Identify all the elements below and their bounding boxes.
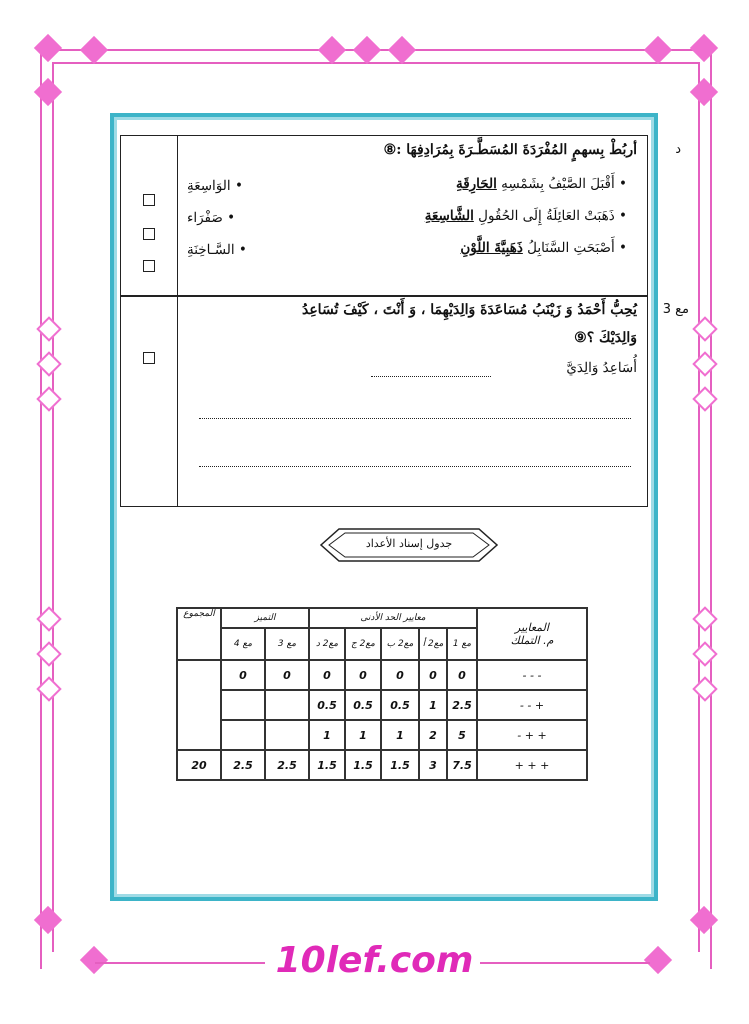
synonym-3: • السَّـاخِنَةِ	[187, 242, 247, 258]
banner-text: جدول إسناد الأعداد	[365, 537, 453, 550]
checkbox-column	[121, 136, 178, 296]
answer-line[interactable]	[199, 464, 631, 467]
section-banner	[319, 527, 499, 563]
column-header: مع2 أ	[419, 628, 447, 660]
question-line-1: يُحِبُّ أَحْمَدُ وَ زَيْنَبُ مُسَاعَدَةَ وَالِدَيْهِمَا ، وَ أَنْتَ ، كَيْفَ تُسَاعِدُ	[301, 302, 637, 318]
exercise-2-content	[181, 296, 641, 506]
checkbox[interactable]	[143, 352, 155, 364]
excellence-header: التميز	[221, 608, 309, 628]
sentence-3: • أَصْبَحَتِ السَّنَابِلُ ذَهَبِيَّةَ اللَّوْنِ	[460, 240, 627, 256]
synonym-2: • صَفْرَاء	[187, 210, 236, 226]
column-header: مع 4	[221, 628, 265, 660]
total-header: المجموع	[177, 608, 221, 660]
exercise-1-content	[181, 136, 641, 296]
exercise-2	[120, 295, 689, 507]
table-row: - - - 0 0 0 0 0 0 0	[177, 660, 587, 690]
column-header: مع 3	[265, 628, 309, 660]
table-row: + - - 2.5 1 0.5 0.5 0.5	[177, 690, 587, 720]
checkbox[interactable]	[143, 194, 155, 206]
checkbox-column	[121, 296, 178, 506]
criteria-header: المعايير م. التملك	[477, 608, 587, 660]
question-line-2: وَالِدَيْكَ ؟⑨	[574, 330, 637, 346]
answer-start: أُسَاعِدُ وَالِدَيَّ	[566, 360, 637, 376]
column-header: مع2 د	[309, 628, 345, 660]
answer-line[interactable]	[371, 374, 491, 377]
column-header: مع2 ج	[345, 628, 381, 660]
grade-table	[176, 607, 588, 781]
table-row: + + - 5 2 1 1 1	[177, 720, 587, 750]
sentence-2: • ذَهَبَتْ العَائِلَةُ إِلَى الحُقُولِ الشَّاسِعَةِ	[424, 208, 627, 224]
column-header: مع2 ب	[381, 628, 419, 660]
answer-line[interactable]	[199, 416, 631, 419]
min-criteria-header: معايير الحد الأدنى	[309, 608, 477, 628]
exercise-1-label: د	[675, 142, 681, 157]
exercise-1	[120, 135, 681, 297]
column-header: مع 1	[447, 628, 477, 660]
sentence-1: • أَقْبَلَ الصَّيْفُ بِشَمْسِهِ الحَارِقَةِ	[455, 176, 627, 192]
synonym-1: • الوَاسِعَةِ	[187, 178, 243, 194]
question-text: أربُطْ بِسهمٍ المُفْرَدَةَ المُسَطَّـرَةَ بِمُرَادِفِهَا :⑧	[383, 142, 637, 158]
checkbox[interactable]	[143, 260, 155, 272]
site-watermark: 10lef.com	[275, 940, 474, 981]
table-row: + + + 7.5 3 1.5 1.5 1.5 2.5 2.5 20	[177, 750, 587, 780]
checkbox[interactable]	[143, 228, 155, 240]
exam-sheet	[110, 113, 689, 901]
exercise-2-label: مع 3	[662, 302, 689, 317]
